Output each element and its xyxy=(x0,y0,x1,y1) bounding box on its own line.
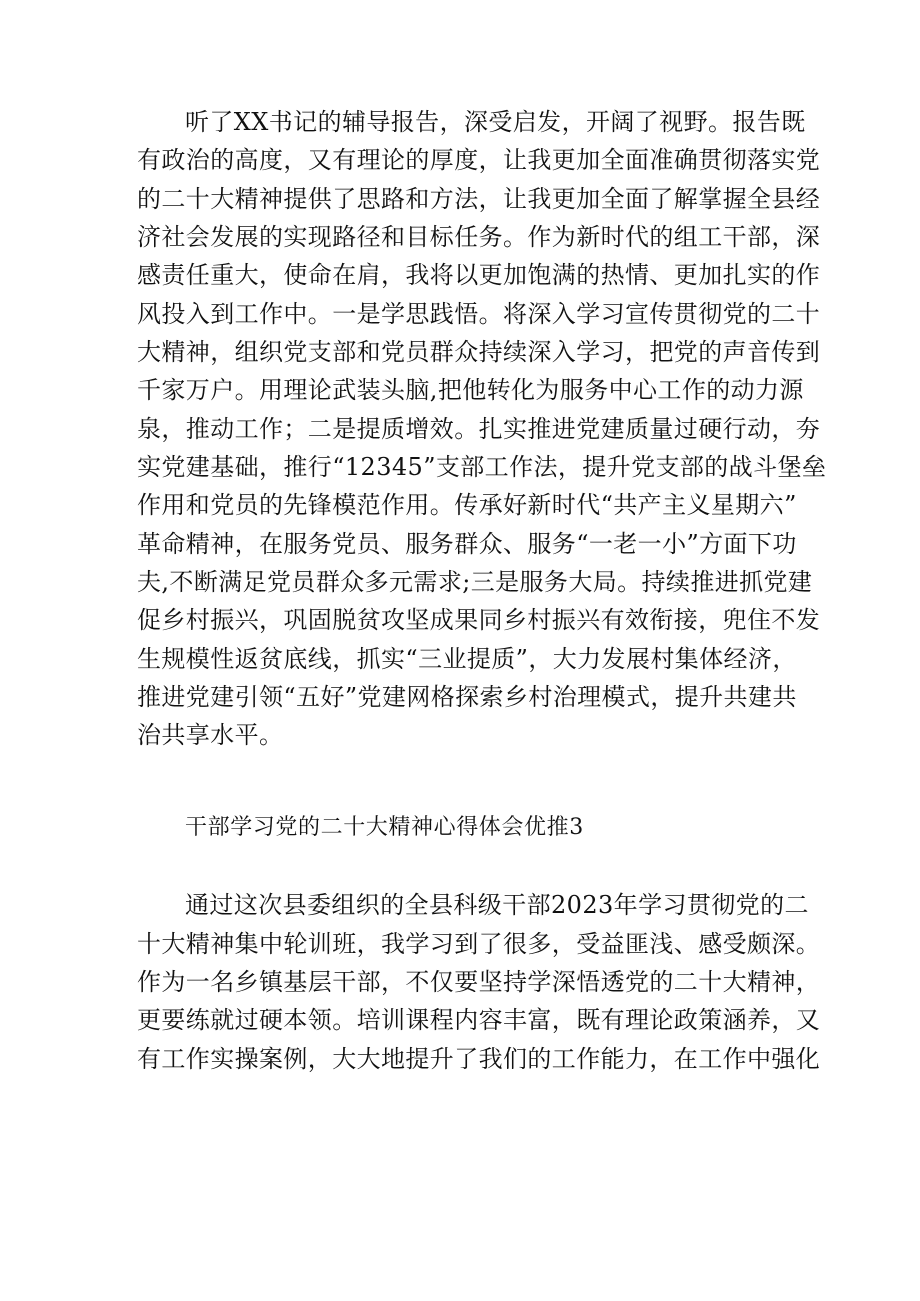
paragraph-1-line-2: 有政治的高度，又有理论的厚度，让我更加全面准确贯彻落实党 xyxy=(137,146,821,174)
section-heading: 干部学习党的二十大精神心得体会优推3 xyxy=(185,815,584,840)
paragraph-1-line-5: 感责任重大，使命在肩，我将以更加饱满的热情、更加扎实的作 xyxy=(137,261,821,289)
paragraph-1-line-1: 听了XX书记的辅导报告，深受启发，开阔了视野。报告既 xyxy=(185,108,806,136)
paragraph-1-line-16: 推进党建引领“五好”党建网格探索乡村治理模式，提升共建共 xyxy=(137,683,797,711)
paragraph-1-line-9: 泉，推动工作；二是提质增效。扎实推进党建质量过硬行动，夯 xyxy=(137,415,821,443)
paragraph-2-line-3: 作为一名乡镇基层干部，不仅要坚持学深悟透党的二十大精神， xyxy=(137,968,821,996)
paragraph-1-line-7: 大精神，组织党支部和党员群众持续深入学习，把党的声音传到 xyxy=(137,338,821,366)
paragraph-2-line-5: 有工作实操案例，大大地提升了我们的工作能力，在工作中强化 xyxy=(137,1045,821,1073)
paragraph-1-line-6: 风投入到工作中。一是学思践悟。将深入学习宣传贯彻党的二十 xyxy=(137,300,821,328)
paragraph-1-line-3: 的二十大精神提供了思路和方法，让我更加全面了解掌握全县经 xyxy=(137,185,821,213)
paragraph-1-line-8: 千家万户。用理论武装头脑,把他转化为服务中心工作的动力源 xyxy=(137,376,804,404)
paragraph-1-line-12: 革命精神，在服务党员、服务群众、服务“一老一小”方面下功 xyxy=(137,530,797,558)
paragraph-1-line-13: 夫,不断满足党员群众多元需求;三是服务大局。持续推进抓党建 xyxy=(137,568,813,596)
paragraph-2-line-1: 通过这次县委组织的全县科级干部2023年学习贯彻党的二 xyxy=(185,891,809,919)
paragraph-1-line-14: 促乡村振兴，巩固脱贫攻坚成果同乡村振兴有效衔接，兜住不发 xyxy=(137,606,821,634)
paragraph-1-line-17: 治共享水平。 xyxy=(137,721,284,749)
paragraph-1-line-4: 济社会发展的实现路径和目标任务。作为新时代的组工干部，深 xyxy=(137,223,821,251)
paragraph-1-line-11: 作用和党员的先锋模范作用。传承好新时代“共产主义星期六” xyxy=(137,491,797,519)
paragraph-1-line-15: 生规模性返贫底线，抓实“三业提质”，大力发展村集体经济， xyxy=(137,645,797,673)
paragraph-2-line-4: 更要练就过硬本领。培训课程内容丰富，既有理论政策涵养，又 xyxy=(137,1006,821,1034)
paragraph-2-line-2: 十大精神集中轮训班，我学习到了很多，受益匪浅、感受颇深。 xyxy=(137,930,821,958)
paragraph-1-line-10: 实党建基础，推行“12345”支部工作法，提升党支部的战斗堡垒 xyxy=(137,453,827,481)
